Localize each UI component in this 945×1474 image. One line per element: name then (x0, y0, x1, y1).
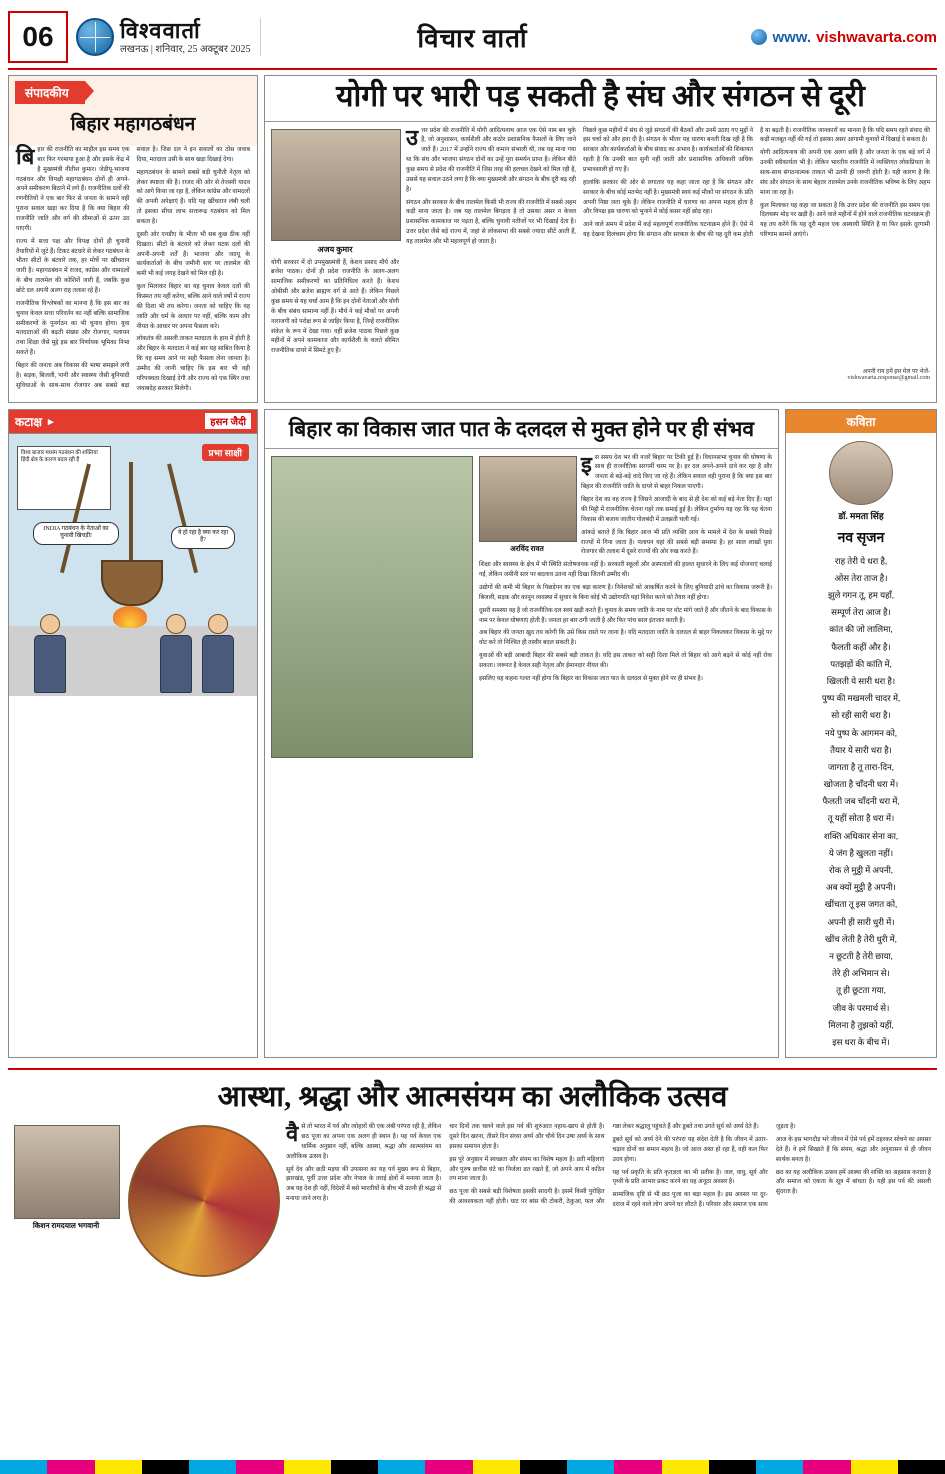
bihar-body (265, 449, 778, 694)
editorial-header (9, 76, 257, 146)
website-link[interactable] (751, 29, 937, 46)
editorial-paragraph: बिहार की राजनीति का माहौल इस समय एक बार फिर गरमाया हुआ है और इसके केंद्र में है मुख्यमंत्री नीतीश कुमार। जेडीयू-भाजपा गठबंधन और विपक्षी महागठबंधन दोनों ही अपने-अपने समीकरण बिठाने में लगे हैं। राजनीतिक दलों की रणनीतियों ने एक बार फिर से जनता के सामने वही पुराना सवाल खड़ा कर दिया है कि क्या बिहार की राजनीति जाति और वर्ग की सीमाओं से ऊपर उठ पाएगी। (16, 144, 130, 232)
poem-line: रोक ले मुट्ठी में अपनी, (828, 865, 894, 875)
color-swatch (662, 1460, 709, 1474)
editorial-paragraph: महागठबंधन के सामने सबसे बड़ी चुनौती नेतृत्व को लेकर स्पष्टता की है। राजद की ओर से तेजस्वी यादव को आगे किया जा रहा है, लेकिन कांग्रेस और वामदलों की अपनी अपेक्षाएं हैं। यदि यह खींचतान लंबी चली तो इसका सीधा लाभ सत्तारूढ़ गठबंधन को मिल सकता है। (136, 169, 250, 226)
print-color-bar (0, 1460, 945, 1474)
festival-paragraph: छठ का यह अलौकिक उत्सव हमें आस्था की शक्ति का अहसास कराता है और समाज को एकता के सूत्र में बांधता है। यही इस पर्व की असली सुंदरता है। (775, 1169, 931, 1196)
page-title: विचार वार्ता (417, 24, 528, 53)
editorial-ribbon: संपादकीय (15, 81, 85, 104)
color-swatch (0, 1460, 47, 1474)
poem-line: झुले गगन तू, हम यहाँ, (827, 590, 895, 600)
kavita-body (786, 433, 936, 1057)
editorial-paragraph: बिहार की जनता अब विकास की भाषा समझने लगी है। सड़क, बिजली, पानी और स्वास्थ्य जैसी बुनियादी सुविधाओं के साथ-साथ रोजगार अब सबसे बड़ा सवाल है। जिस दल ने इन सवालों का ठोस जवाब दिया, मतदाता उसी के साथ खड़ा दिखाई देगा। (16, 147, 250, 389)
poem-line: राह तेरी ये धरा है, (834, 555, 888, 566)
bihar-paragraph: आंकड़े बताते हैं कि बिहार आज भी प्रति व्यक्ति आय के मामले में देश के सबसे पिछड़े राज्यों में गिना जाता है। पलायन यहां की सबसे बड़ी समस्या है। हर साल लाखों युवा रोजगार की तलाश में दूसरे राज्यों की ओर रुख करते हैं। (581, 529, 772, 556)
lead-paragraph: संगठन और सरकार के बीच तालमेल किसी भी राज्य की राजनीति में सबसे अहम कड़ी माना जाता है। जब यह तालमेल बिगड़ता है तो उसका असर न केवल प्रशासनिक कामकाज पर पड़ता है, बल्कि चुनावी नतीजों पर भी दिखाई देता है। उत्तर प्रदेश जैसे बड़े राज्य में, जहां से लोकसभा की सबसे ज्यादा सीटें आती हैं, यह तालमेल और भी महत्वपूर्ण हो जाता है। (406, 199, 576, 245)
color-swatch (851, 1460, 898, 1474)
row-middle (8, 409, 937, 1058)
festival-paragraph: सामाजिक दृष्टि से भी छठ पूजा का बड़ा महत्व है। इस अवसर पर दूर-दराज में रहने वाले लोग अपने घर लौटते हैं। परिवार और समाज एक साथ जुड़ता है। (612, 1124, 796, 1209)
kavita-block (785, 409, 937, 1058)
poem-line: खिलती ये सारी धरा है। (826, 675, 896, 686)
poem-line: तेरे ही अभिमान से। (832, 968, 890, 979)
festival-paragraph: चार दिनों तक चलने वाले इस पर्व की शुरुआत नहाय-खाय से होती है। दूसरे दिन खरना, तीसरे दिन संध्या अर्घ्य और चौथे दिन उषा अर्घ्य के साथ इसका समापन होता है। (449, 1124, 605, 1150)
color-swatch (189, 1460, 236, 1474)
festival-paragraph: वैसे तो भारत में पर्व और त्योहारों की एक लंबी परंपरा रही है, लेकिन छठ पूजा का अपना एक अलग ही स्थान है। यह पर्व केवल एक धार्मिक अनुष्ठान नहीं, बल्कि आस्था, श्रद्धा और आत्मसंयम का अलौकिक उत्सव है। (286, 1121, 442, 1160)
editorial-paragraph: दूसरी ओर एनडीए के भीतर भी सब कुछ ठीक नहीं दिखता। सीटों के बंटवारे को लेकर घटक दलों की अपनी-अपनी शर्तें हैं। भाजपा और जदयू के कार्यकर्ताओं के बीच जमीनी स्तर पर तालमेल की कमी भी कई जगह देखने को मिल रही है। (136, 231, 250, 278)
poem-line: फैलती कहीं और है। (831, 641, 891, 652)
editorial-body (9, 146, 257, 402)
poem-line: कांत की जो लालिमा, (829, 624, 893, 635)
festival-paragraph: डूबते सूर्य को अर्घ्य देने की परंपरा यह संदेश देती है कि जीवन में उतार-चढ़ाव दोनों का समान महत्व है। जो आज अस्त हो रहा है, वही कल फिर उदय होगा। (612, 1136, 768, 1163)
color-swatch (236, 1460, 283, 1474)
poem-line: जीव के परमार्थ से। (832, 1002, 890, 1013)
poet-name: डॉ. ममता सिंह (838, 510, 884, 521)
poem-line: फैलती जब चाँदनी धरा में, (822, 796, 900, 807)
poem-line: जागता है तू तारा-दिन, (828, 761, 894, 772)
website-domain: vishwavarta.com (816, 28, 937, 46)
bihar-paragraph: शिक्षा और स्वास्थ्य के क्षेत्र में भी स्थिति संतोषजनक नहीं है। सरकारी स्कूलों और अस्पतालों की हालत सुधारने के लिए कई योजनाएं चलाई गईं, लेकिन जमीनी स्तर पर बदलाव उतना नहीं दिखा जितनी उम्मीद थी। (479, 562, 772, 579)
bihar-article (264, 409, 779, 1058)
bihar-paragraph: अब बिहार की जनता खुद तय करेगी कि उसे किस रास्ते पर जाना है। यदि मतदाता जाति के दलदल से बाहर निकलकर विकास के मुद्दे पर वोट करे तो निश्चित ही तस्वीर बदल सकती है। (479, 630, 772, 647)
lead-headline: योगी पर भारी पड़ सकती है संघ और संगठन से दूरी (265, 76, 936, 122)
feedback-note: अपनी राय हमें इस मेल पर भेजें- (862, 369, 930, 376)
lead-paragraph: कुल मिलाकर यह कहा जा सकता है कि उत्तर प्रदेश की राजनीति इस समय एक दिलचस्प मोड़ पर खड़ी है। आने वाले महीनों में होने वाले राजनीतिक घटनाक्रम ही यह तय करेंगे कि यह दूरी महज एक अस्थायी स्थिति है या फिर इसके दूरगामी परिणाम सामने आएंगे। (760, 202, 930, 239)
news-photo (271, 456, 473, 758)
lead-paragraph: हालांकि सरकार की ओर से लगातार यह कहा जाता रहा है कि संगठन और सरकार के बीच कोई मतभेद नहीं है। मुख्यमंत्री स्वयं कई मौकों पर संगठन के प्रति अपनी निष्ठा जता चुके हैं। लेकिन राजनीति में धारणा का अपना महत्व होता है और विपक्ष इस धारणा को भुनाने में कोई कसर नहीं छोड़ रहा। (583, 179, 753, 216)
poem-line: न छूटती है तेरी छाया, (829, 950, 893, 961)
lead-paragraph: योगी आदित्यनाथ की अपनी एक अलग छवि है और जनता के एक बड़े वर्ग में उनकी स्वीकार्यता भी है। लेकिन भारतीय राजनीति में व्यक्तिगत लोकप्रियता के साथ-साथ संगठनात्मक ताकत भी उतनी ही जरूरी होती है। यही कारण है कि संघ और संगठन के साथ बेहतर तालमेल उनके राजनीतिक भविष्य के लिए अहम माना जा रहा है। (760, 150, 930, 196)
lead-paragraph: उत्तर प्रदेश की राजनीति में योगी आदित्यनाथ आज एक ऐसे नाम बन चुके हैं, जो अनुशासन, कार्यशैली और कठोर प्रशासनिक फैसलों के लिए जाने जाते हैं। 2017 में उन्होंने राज्य की कमान संभाली थी, तब यह माना गया था कि संघ और भाजपा संगठन दोनों का उन्हें पूरा समर्थन प्राप्त है। लेकिन बीते कुछ समय से प्रदेश की राजनीति में जिस तरह की हलचल देखने को मिल रही है, उससे यह सवाल उठने लगा है कि क्या मुख्यमंत्री और संगठन के बीच दूरी बढ़ रही है। (406, 124, 576, 193)
lead-body (265, 122, 936, 388)
color-swatch (898, 1460, 945, 1474)
poem-line: खींचता तू इस जगत को, (824, 899, 898, 910)
tripod-leg (129, 462, 133, 566)
author-photo (271, 129, 401, 241)
poem-line: तू ही छूटता गया, (836, 985, 886, 996)
festival-headline: आस्था, श्रद्धा और आत्मसंयम का अलौकिक उत्सव (217, 1081, 728, 1114)
lead-paragraph: आने वाले समय में प्रदेश में कई महत्वपूर्ण राजनीतिक घटनाक्रम होने हैं। ऐसे में यह देखना दिलचस्प होगा कि संगठन और सरकार के बीच की यह दूरी कम होती है या बढ़ती है। राजनीतिक जानकारों का मानना है कि यदि समय रहते संवाद की कड़ी मजबूत नहीं की गई तो इसका असर आगामी चुनावों में दिखाई दे सकता है। (583, 127, 930, 239)
color-swatch (95, 1460, 142, 1474)
poem-line: ये जंग है खुलता नहीं। (828, 847, 894, 858)
color-swatch (142, 1460, 189, 1474)
bihar-paragraph: दूसरी समस्या वह है जो राजनीतिक दल स्वयं खड़ी करते हैं। चुनाव के समय जाति के नाम पर वोट मांगे जाते हैं और जीतने के बाद विकास के नाम पर केवल घोषणाएं होती हैं। जनता हर बार ठगी जाती है और फिर पांच साल इंतजार करती है। (479, 607, 772, 624)
brand-title: विश्ववार्ता (120, 17, 201, 43)
cartoon-header: कटाक्ष ▸ हसन जैदी (9, 410, 257, 433)
row-bottom (8, 1064, 937, 1281)
festival-paragraph: छठ पूजा की सबसे बड़ी विशेषता इसकी सादगी है। इसमें किसी पुरोहित की आवश्यकता नहीं होती। घाट पर बांस की टोकरी, ठेकुआ, फल और गन्ना लेकर श्रद्धालु पहुंचते हैं और डूबते तथा उगते सूर्य को अर्घ्य देते हैं। (449, 1124, 759, 1206)
poem-line: अब क्यों मुट्ठी है अपनी। (826, 882, 896, 893)
poem-line: खींच लेती है तेरी धुरी में, (825, 933, 897, 944)
row-top (8, 75, 937, 403)
editorial-paragraph: राजनीतिक विश्लेषकों का मानना है कि इस बार का चुनाव केवल सत्ता परिवर्तन का नहीं बल्कि सामाजिक समीकरणों के पुनर्गठन का भी चुनाव होगा। युवा मतदाताओं की बढ़ती संख्या और रोजगार, पलायन तथा शिक्षा जैसे मुद्दे इस बार निर्णायक भूमिका निभा सकते हैं। (16, 300, 130, 357)
color-swatch (473, 1460, 520, 1474)
flame-icon (113, 606, 147, 628)
kavita-header: कविता (786, 410, 936, 433)
lead-caption: योगी सरकार में दो उपमुख्यमंत्री हैं, केशव प्रसाद मौर्य और ब्रजेश पाठक। दोनों ही प्रदेश राजनीति के अलग-अलग सामाजिक समीकरणों का प्रतिनिधित्व करते हैं। केशव ओबीसी और ब्रजेश ब्राह्मण वर्ग से आते हैं। लेकिन पिछले कुछ समय से यह चर्चा आम है कि इन दोनों नेताओं और योगी के बीच संबंध सामान्य नहीं हैं। मौर्य ने कई मौकों पर अपनी नाराजगी को परोक्ष रूप से जाहिर किया है, जिन्हें राजनीतिक संकेत के रूप में देखा गया। वहीं ब्रजेश पाठक पिछले कुछ महीनों में अपने कामकाज और कार्यशैली के चलते सीमित राजनीतिक दायरे में सिमटे हुए हैं। (271, 259, 399, 355)
color-swatch (284, 1460, 331, 1474)
author-photo (479, 456, 577, 542)
author-photo (14, 1125, 120, 1219)
poem-line: तू यहीं सोता है धरा में। (827, 813, 895, 824)
poem-line: इस धरा के बीच में। (832, 1036, 890, 1047)
poem-line: पुष्प की मखमली चादर में, (821, 693, 901, 704)
color-swatch (520, 1460, 567, 1474)
bihar-paragraph: युवाओं की बड़ी आबादी बिहार की सबसे बड़ी ताकत है। यदि इस ताकत को सही दिशा मिले तो बिहार को आगे बढ़ने से कोई नहीं रोक सकता। जरूरत है केवल सही नेतृत्व और ईमानदार नीयत की। (479, 653, 772, 669)
color-swatch (614, 1460, 661, 1474)
poem-line: तैयार ये सारी धरा है। (830, 744, 892, 755)
bihar-headline: बिहार का विकास जात पात के दलदल से मुक्त होने पर ही संभव (265, 410, 778, 449)
speech-bubble: INDIA गठबंधन के नेताओं का चुनावी खिचड़ी! (33, 522, 119, 546)
color-swatch (425, 1460, 472, 1474)
poem-line: ओस तेरा ताज है। (834, 572, 888, 583)
poem-line: नये पुष्प के आगमन को, (825, 727, 897, 738)
poem-line: अपनी ही सारी धुरी में। (827, 916, 895, 927)
festival-author-block (14, 1125, 118, 1231)
brand-logo (76, 18, 261, 56)
color-swatch (567, 1460, 614, 1474)
poem-line: पतझड़ों की कांति में, (830, 658, 892, 669)
author-name: अरविंद रावत (510, 543, 544, 553)
website-www: www. (772, 28, 812, 46)
festival-paragraph: आज के इस भागदौड़ भरे जीवन में ऐसे पर्व हमें ठहरकर सोचने का अवसर देते हैं। वे हमें सिखाते हैं कि संयम, श्रद्धा और अनुशासन से ही जीवन सार्थक बनता है। (775, 1136, 931, 1163)
bihar-paragraph: इस समय देश भर की नजरें बिहार पर टिकी हुई हैं। विधानसभा चुनाव की घोषणा के साथ ही राजनीतिक सरगर्मी चरम पर है। हर दल अपने-अपने दावे कर रहा है और जनता से बड़े-बड़े वादे किए जा रहे हैं। लेकिन सवाल वही पुराना है कि क्या इस बार बिहार की राजनीति जाति के दायरे से बाहर निकल पाएगी। (581, 451, 772, 491)
masthead (8, 6, 937, 70)
poem-line: सो रही सारी धरा है। (831, 710, 891, 721)
color-swatch (756, 1460, 803, 1474)
lead-author-block (271, 129, 399, 361)
cartoon-image (9, 433, 257, 696)
festival-article (8, 1064, 937, 1281)
cartoon-character (201, 614, 235, 692)
festival-photo (128, 1125, 280, 1277)
cooking-pot (101, 560, 163, 606)
color-swatch (803, 1460, 850, 1474)
festival-paragraph: सूर्य देव और छठी मइया की उपासना का यह पर्व मुख्य रूप से बिहार, झारखंड, पूर्वी उत्तर प्रदेश और नेपाल के तराई क्षेत्रों में मनाया जाता है। अब यह देश ही नहीं, विदेशों में बसे भारतीयों के बीच भी उतनी ही श्रद्धा से मनाया जाने लगा है। (286, 1166, 442, 1203)
feedback-mail[interactable]: vishwavarta.response@gmail.com (847, 375, 930, 382)
festival-paragraph: इस पूरे अनुष्ठान में स्वच्छता और संयम का विशेष महत्व है। व्रती महिलाएं और पुरुष छत्तीस घंटे का निर्जला व्रत रखते हैं, जो अपने आप में कठिन तप माना जाता है। (449, 1156, 605, 1183)
brand-edition-date: लखनऊ | शनिवार, 25 अक्टूबर 2025 (120, 43, 251, 55)
website-globe-icon (751, 29, 767, 45)
color-swatch (709, 1460, 756, 1474)
editorial-paragraph: राज्य में सत्ता पक्ष और विपक्ष दोनों ही चुनावी तैयारियों में जुटे हैं। टिकट बंटवारे से लेकर गठबंधन के भीतर सीटों के बंटवारे तक, हर मोर्चे पर खींचतान जारी है। महागठबंधन में राजद, कांग्रेस और वामदलों के बीच तालमेल की कोशिशें जारी हैं, जबकि कुछ छोटे दल अपनी अलग राह तलाश रहे हैं। (16, 238, 130, 295)
bihar-paragraph: उद्योगों की कमी भी बिहार के पिछड़ेपन का एक बड़ा कारण है। निवेशकों को आकर्षित करने के लिए बुनियादी ढांचे का विकास जरूरी है। बिजली, सड़क और कानून व्यवस्था में सुधार के बिना कोई भी उद्योगपति यहां निवेश करने को तैयार नहीं होगा। (479, 584, 772, 601)
cartoon-block (8, 409, 258, 1058)
editorial-column (8, 75, 258, 403)
cartoonist-name: हसन जैदी (205, 413, 251, 429)
cartoon-character (33, 614, 67, 692)
poet-photo (829, 441, 893, 505)
poem-title: नव सृजन (837, 530, 885, 546)
page-number: 06 (8, 11, 68, 63)
cartoon-signboard: विश्व बाजार मध्यम गठबंधन की शक्तियां हिंदी क्षेत्र के कारण बदल रही हैं (17, 446, 111, 510)
poem-lines (794, 553, 928, 1051)
bihar-paragraph: इसलिए यह कहना गलत नहीं होगा कि बिहार का विकास जात पात के दलदल से मुक्त होने पर ही संभव है। (479, 675, 703, 682)
color-swatch (378, 1460, 425, 1474)
globe-icon (76, 18, 114, 56)
author-name: अजय कुमार (317, 244, 353, 254)
tripod-leg (167, 463, 198, 573)
festival-paragraph: यह पर्व प्रकृति के प्रति कृतज्ञता का भी प्रतीक है। जल, वायु, सूर्य और पृथ्वी के प्रति आभार प्रकट करने का यह अनूठा अवसर है। (612, 1169, 768, 1186)
speech-bubble: ये हो रहा है क्या कर रहा है? (171, 526, 235, 550)
editorial-paragraph: कुल मिलाकर बिहार का यह चुनाव केवल दलों की किस्मत तय नहीं करेगा, बल्कि आने वाले वर्षों में राज्य की दिशा भी तय करेगा। जनता को चाहिए कि वह जाति और धर्म के आधार पर नहीं, बल्कि काम और नीयत के आधार पर अपना फैसला करे। (136, 284, 250, 330)
bihar-paragraph: बिहार देश का वह राज्य है जिसने आजादी के बाद से ही देश को कई बड़े नेता दिए हैं। यहां की मिट्टी में राजनीतिक चेतना गहरे तक समाई हुई है। लेकिन दुर्भाग्य यह रहा कि यह चेतना विकास की बजाय जातीय गोलबंदी में उलझती चली गई। (581, 497, 772, 523)
cartoon-character (159, 614, 193, 692)
poem-line: सम्पूर्ण तेरा आज है। (831, 607, 891, 618)
lead-article (264, 75, 937, 403)
editorial-paragraph: लोकतंत्र की असली ताकत मतदाता के हाथ में होती है और बिहार के मतदाता ने कई बार यह साबित किया है कि वह समय आने पर सही फैसला लेना जानता है। उम्मीद की जानी चाहिए कि इस बार भी वही परिपक्वता दिखाई देगी और राज्य को एक स्थिर तथा जवाबदेह सरकार मिलेगी। (136, 336, 250, 392)
poem-line: शक्ति अधिकार सेना का, (823, 830, 899, 841)
poem-line: खोजता है चाँदनी धरा में। (823, 779, 899, 790)
bihar-author-block (479, 456, 575, 554)
lead-paragraph: पिछले कुछ महीनों में संघ से जुड़े संगठनों की बैठकों और उनमें उठाए गए मुद्दों ने इस चर्चा को और हवा दी है। संगठन के भीतर यह धारणा बनती दिख रही है कि सरकार और कार्यकर्ताओं के बीच संवाद का अभाव है। कार्यकर्ताओं की शिकायत रहती है कि उनकी बात सुनी नहीं जाती और प्रशासनिक अधिकारी अधिक प्रभावशाली हो गए हैं। (583, 127, 753, 173)
cartoon-label: कटाक्ष (15, 414, 42, 429)
color-swatch (331, 1460, 378, 1474)
festival-body (8, 1121, 937, 1231)
cartoon-logo: प्रभा साक्षी (202, 444, 249, 461)
poem-line: मिलना है तुझको यहीं, (828, 1019, 894, 1030)
color-swatch (47, 1460, 94, 1474)
author-name: किशन रामदयाल भगवानी (32, 1221, 100, 1231)
editorial-title: बिहार महागठबंधन (70, 114, 196, 135)
